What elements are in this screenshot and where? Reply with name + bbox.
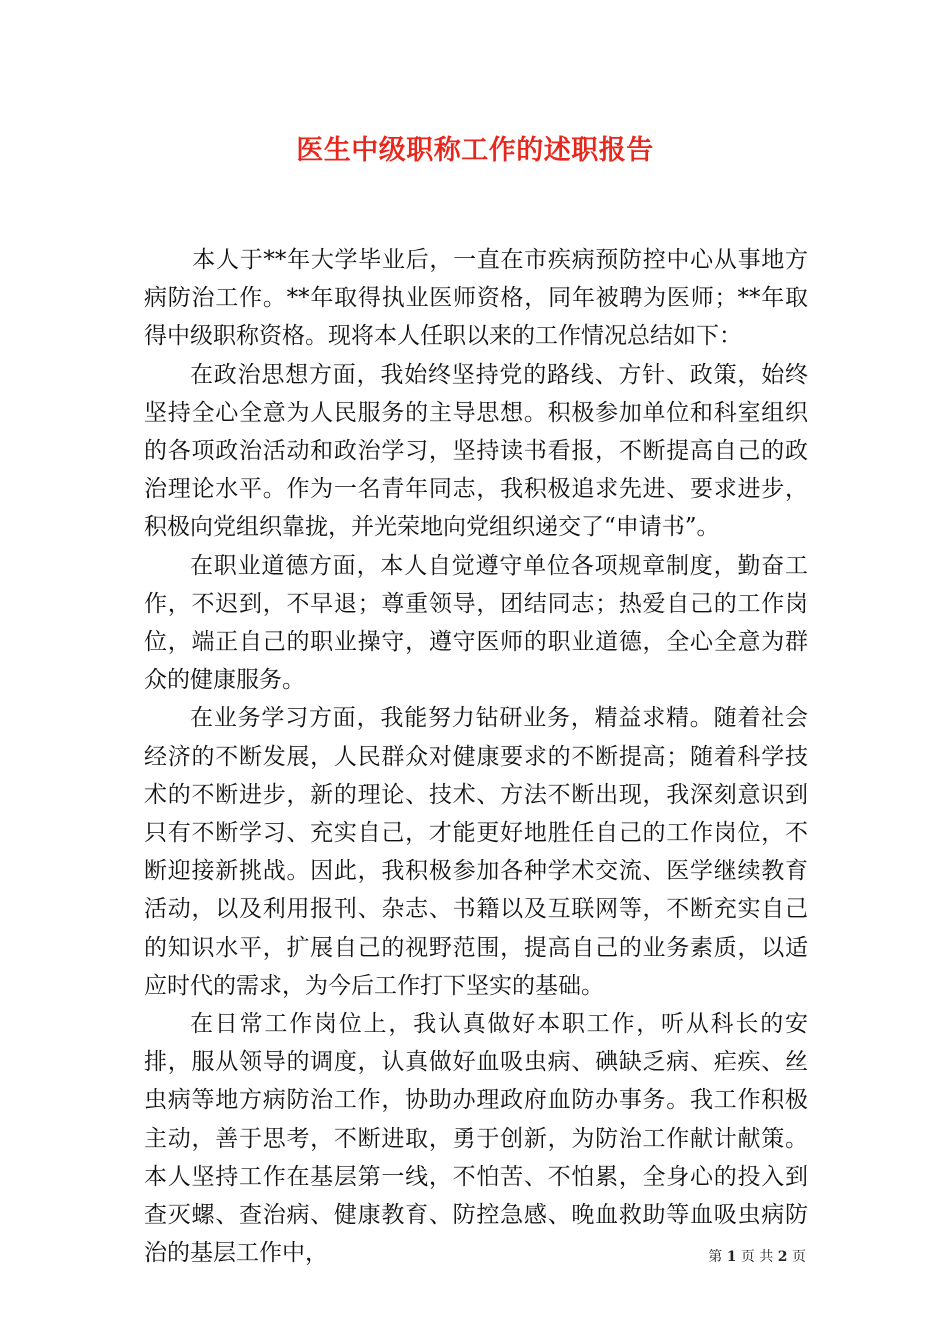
footer-suffix: 页 [792,1249,806,1265]
document-title: 医生中级职称工作的述职报告 [296,135,654,166]
paragraph-intro: 本人于**年大学毕业后，一直在市疾病预防控中心从事地方病防治工作。**年取得执业医师资格，同年被聘为医师；**年取得中级职称资格。现将本人任职以来的工作情况总结如下： [144,247,808,350]
footer-total-pages: 2 [777,1249,788,1265]
footer-middle: 页 共 [740,1249,774,1265]
page-footer [708,1246,806,1266]
paragraph-ethics: 在职业道德方面，本人自觉遵守单位各项规章制度，勤奋工作，不迟到，不早退；尊重领导，团结同志；热爱自己的工作岗位，端正自己的职业操守，遵守医师的职业道德，全心全意为群众的健康服务。 [144,552,808,694]
footer-prefix: 第 [708,1249,723,1265]
paragraph-study: 在业务学习方面，我能努力钻研业务，精益求精。随着社会经济的不断发展，人民群众对健康要求的不断提高；随着科学技术的不断进步，新的理论、技术、方法不断出现，我深刻意识到只有不断学习、充实自己，才能更好地胜任自己的工作岗位，不断迎接新挑战。因此，我积极参加各种学术交流、医学继续教育活动，以及利用报刊、杂志、书籍以及互联网等，不断充实自己的知识水平，扩展自己的视野范围，提高自己的业务素质，以适应时代的需求，为今后工作打下坚实的基础。 [144,705,808,999]
paragraph-daily-work: 在日常工作岗位上，我认真做好本职工作，听从科长的安排，服从领导的调度，认真做好血吸虫病、碘缺乏病、疟疾、丝虫病等地方病防治工作，协助办理政府血防办事务。我工作积极主动，善于思考，不断进取，勇于创新，为防治工作献计献策。本人坚持工作在基层第一线，不怕苦、不怕累，全身心的投入到查灭螺、查治病、健康教育、防控急感、晚血救助等血吸虫病防治的基层工作中， [144,1011,808,1267]
paragraph-political: 在政治思想方面，我始终坚持党的路线、方针、政策，始终坚持全心全意为人民服务的主导思想。积极参加单位和科室组织的各项政治活动和政治学习，坚持读书看报，不断提高自己的政治理论水平。作为一名青年同志，我积极追求先进、要求进步，积极向党组织靠拢，并光荣地向党组织递交了“申请书”。 [144,361,808,541]
footer-current-page: 1 [726,1249,737,1265]
document-body [144,241,808,1272]
